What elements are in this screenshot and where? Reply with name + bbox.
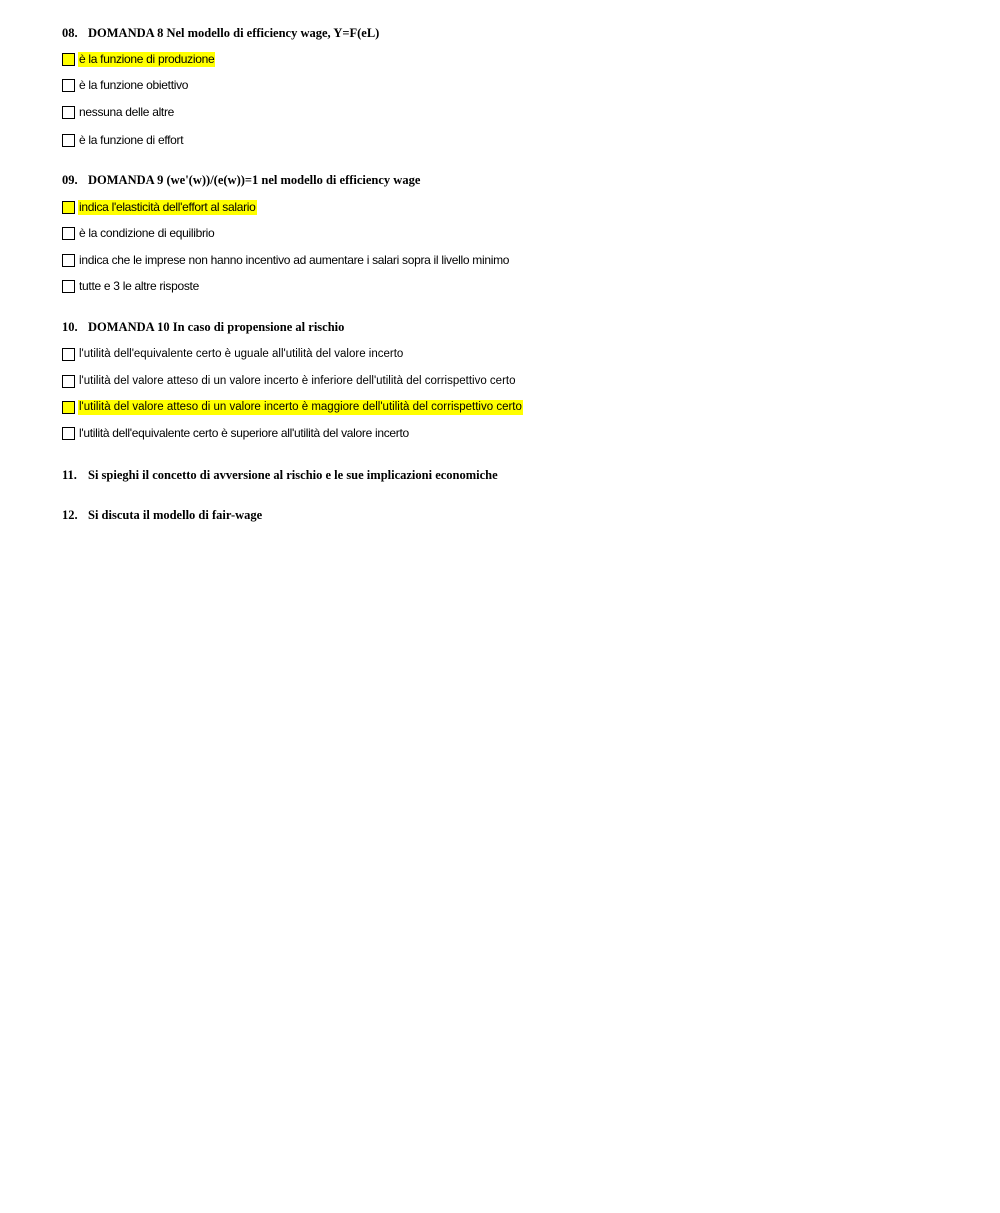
question-number: 11. [62,468,77,482]
option-label: l'utilità del valore atteso di un valore incerto è inferiore dell'utilità del corrispettivo certo [79,374,516,387]
option-label: è la funzione di effort [79,132,184,147]
answer-option[interactable] [62,278,200,294]
question-number: 12. [62,508,78,522]
option-label: è la funzione di produzione [79,51,215,66]
question-number: 08. [62,26,78,40]
question-text: Si spieghi il concetto di avversione al rischio e le sue implicazioni economiche [88,468,498,482]
checkbox[interactable] [62,254,75,267]
checkbox[interactable] [62,53,75,66]
checkbox[interactable] [62,280,75,293]
question-text: DOMANDA 8 Nel modello di efficiency wage, Y=F(eL) [88,26,380,40]
option-label: l'utilità dell'equivalente certo è superiore all'utilità del valore incerto [79,425,409,440]
answer-option[interactable] [62,373,517,389]
checkbox[interactable] [62,375,75,388]
checkbox[interactable] [62,401,75,414]
option-label: nessuna delle altre [79,104,175,119]
option-label: è la funzione obiettivo [79,77,189,92]
option-label: indica l'elasticità dell'effort al salario [79,199,256,214]
question-title-09 [62,173,420,188]
answer-option[interactable] [62,77,189,93]
checkbox[interactable] [62,227,75,240]
question-title-12 [62,508,262,523]
answer-option[interactable] [62,425,410,441]
question-number: 09. [62,173,78,187]
checkbox[interactable] [62,201,75,214]
checkbox[interactable] [62,348,75,361]
checkbox[interactable] [62,134,75,147]
checkbox[interactable] [62,427,75,440]
question-title-10 [62,320,344,335]
question-title-11 [62,468,498,483]
checkbox[interactable] [62,79,75,92]
question-text: DOMANDA 10 In caso di propensione al rischio [88,320,345,334]
question-number: 10. [62,320,78,334]
option-label: è la condizione di equilibrio [79,225,215,240]
answer-option[interactable] [62,225,215,241]
question-text: Si discuta il modello di fair-wage [88,508,263,522]
option-label: tutte e 3 le altre risposte [79,278,199,293]
answer-option[interactable] [62,132,184,148]
option-label: indica che le imprese non hanno incentivo ad aumentare i salari sopra il livello minimo [79,252,510,267]
question-title-08 [62,26,379,41]
checkbox[interactable] [62,106,75,119]
question-text: DOMANDA 9 (we'(w))/(e(w))=1 nel modello di efficiency wage [88,173,421,187]
answer-option[interactable] [62,199,257,215]
answer-option[interactable] [62,252,510,268]
answer-option[interactable] [62,399,523,415]
answer-option[interactable] [62,51,215,67]
answer-option[interactable] [62,104,175,120]
option-label: l'utilità dell'equivalente certo è uguale all'utilità del valore incerto [79,347,404,360]
answer-option[interactable] [62,346,404,362]
option-label: l'utilità del valore atteso di un valore incerto è maggiore dell'utilità del corrispettivo certo [79,400,522,413]
